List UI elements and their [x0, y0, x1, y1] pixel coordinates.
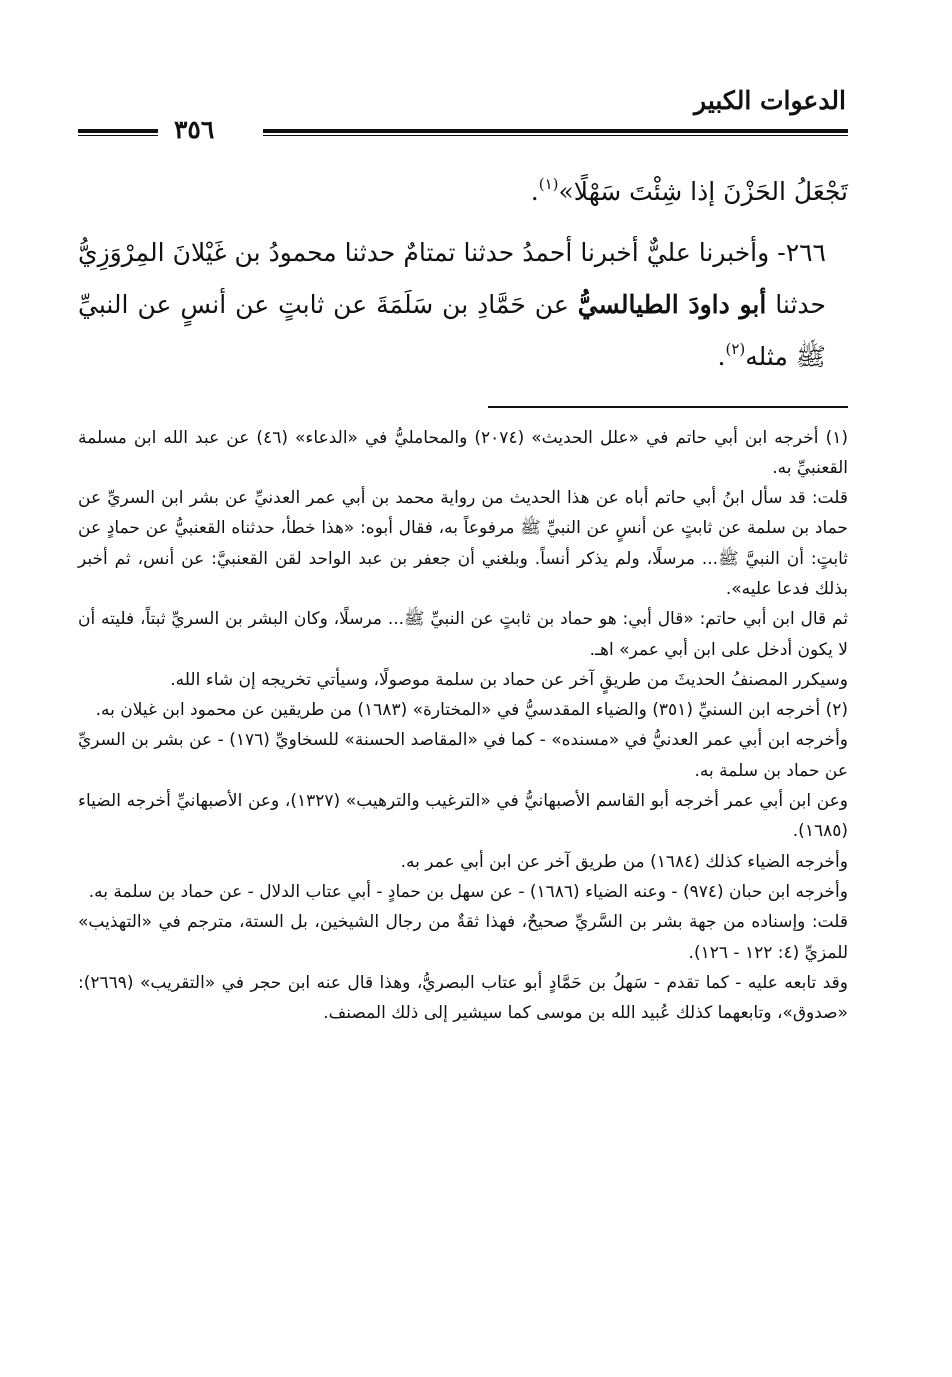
- footnote-2-para-2: وأخرجه ابن أبي عمر العدنيُّ في «مسنده» - كما في «المقاصد الحسنة» للسخاويِّ (١٧٦) - عن بشر بن السريِّ عن حماد بن سلمة به.: [78, 730, 849, 781]
- footnote-1-para-2: قلت: قد سأل ابنُ أبي حاتم أباه عن هذا الحديث من رواية محمد بن أبي عمر العدنيِّ عن بشر ابن السريِّ عن حماد بن سلمة عن ثابتٍ عن أنسٍ عن النبيِّ ﷺ مرفوعاً به، فقال أبوه: «هذا خطأ، حدثناه القعنبيُّ عن حمادٍ عن ثابتٍ: أن النبيَّ ﷺ... مرسلًا، ولم يذكر أنساً. وبلغني أن جعفر بن عبد الواحد لقن القعنبيَّ: عن أنس، ثم أخبر بذلك فدعا عليه».: [78, 488, 848, 599]
- footnote-1: (١) أخرجه ابن أبي حاتم في «علل الحديث» (٢٠٧٤) والمحامليُّ في «الدعاء» (٤٦) عن عبد الله ابن مسلمة القعنبيِّ به.: [78, 427, 848, 478]
- footnote-divider: [488, 406, 848, 408]
- hadith-paragraph: [78, 227, 848, 386]
- footnotes: [78, 423, 848, 1029]
- footnote-2-para-3: وعن ابن أبي عمر أخرجه أبو القاسم الأصبهانيُّ في «الترغيب والترهيب» (١٣٢٧)، وعن الأصبهانيِّ أخرجه الضياء (١٦٨٥).: [78, 791, 848, 842]
- book-title: الدعوات الكبير: [694, 86, 846, 115]
- footnote-2: (٢) أخرجه ابن السنيِّ (٣٥١) والضياء المقدسيُّ في «المختارة» (١٦٨٣) من طريقين عن محمود ابن غيلان به.: [95, 700, 848, 721]
- verse-line: [78, 166, 848, 221]
- hadith-end: .: [717, 342, 726, 371]
- verse-end: .: [530, 177, 539, 206]
- page-number: ٣٥٦: [166, 115, 222, 144]
- main-text: [78, 166, 848, 386]
- footnote-2-para-5: وأخرجه ابن حبان (٩٧٤) - وعنه الضياء (١٦٨٦) - عن سهل بن حمادٍ - أبي عتاب الدلال - عن حماد بن سلمة به.: [88, 881, 848, 902]
- book-page: [78, 82, 848, 1282]
- hadith-narrator-bold: أبو داودَ الطيالسيُّ: [577, 290, 767, 319]
- hadith-text-end: عن حَمَّادِ بن سَلَمَةَ عن ثابتٍ عن أنسٍ عن النبيِّ ﷺ مثله: [78, 290, 826, 371]
- footnote-1-para-4: وسيكرر المصنفُ الحديثَ من طريقٍ آخر عن حماد بن سلمة موصولًا، وسيأتي تخريجه إن شاء الله.: [170, 669, 848, 690]
- footnote-2-para-6: قلت: وإسناده من جهة بشر بن السَّريِّ صحيحٌ، فهذا ثقةٌ من رجال الشيخين، بل الستة، مترجم في «التهذيب» للمزيِّ (٤: ١٢٢ - ١٢٦).: [78, 912, 848, 963]
- page-header: [78, 82, 848, 142]
- footnote-2-para-4: وأخرجه الضياء كذلك (١٦٨٤) من طريق آخر عن ابن أبي عمر به.: [400, 851, 848, 872]
- hadith-text-start: ٢٦٦- وأخبرنا عليٌّ أخبرنا أحمدُ حدثنا تمتامٌ حدثنا محمودُ بن غَيْلانَ المِرْوَزِيُّ حدثنا: [78, 238, 826, 319]
- footnote-2-para-7: وقد تابعه عليه - كما تقدم - سَهلُ بن حَمَّادٍ أبو عتاب البصريُّ، وهذا قال عنه ابن حجر في «التقريب» (٢٦٦٩): «صدوق»، وتابعهما كذلك عُبيد الله بن موسى كما سيشير إلى ذلك المصنف.: [78, 972, 848, 1024]
- footnote-1-para-3: ثم قال ابن أبي حاتم: «قال أبي: هو حماد بن ثابتٍ عن النبيِّ ﷺ... مرسلًا، وكان البشر بن السريِّ ثبتاً، فليته أن لا يكون أدخل على ابن أبي عمر» اهـ.: [78, 609, 848, 660]
- verse-text: تَجْعَلُ الحَزْنَ إذا شِئْتَ سَهْلًا»: [558, 177, 848, 206]
- footnote-ref-1: (١): [538, 175, 559, 193]
- footnote-ref-2: (٢): [725, 340, 746, 358]
